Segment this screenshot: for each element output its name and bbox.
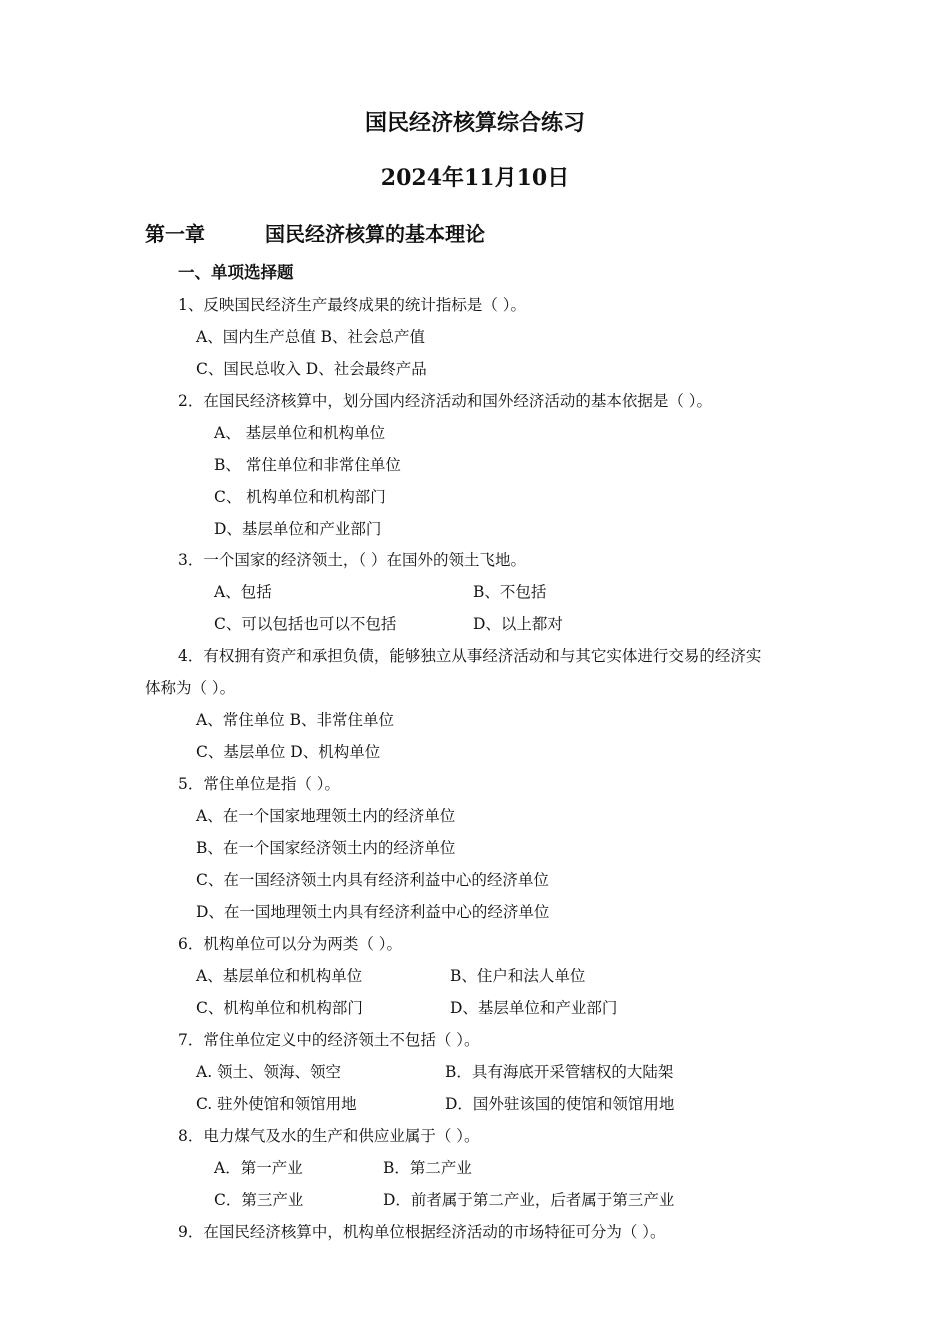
question-2-option-d: D、基层单位和产业部门 (214, 520, 382, 538)
question-3-stem: 3．一个国家的经济领土，（ ）在国外的领土飞地。 (178, 551, 527, 569)
question-5-option-b: B、在一个国家经济领土内的经济单位 (196, 839, 456, 857)
question-8-option-a: A．第一产业 (214, 1159, 303, 1177)
question-1-options-ab: A、国内生产总值 B、社会总产值 (196, 328, 426, 346)
question-4-options-ab: A、常住单位 B、非常住单位 (196, 711, 395, 729)
chapter-title: 国民经济核算的基本理论 (265, 222, 485, 246)
question-9-stem: 9．在国民经济核算中，机构单位根据经济活动的市场特征可分为（ ）。 (178, 1223, 666, 1241)
question-2-option-a: A、 基层单位和机构单位 (214, 424, 386, 442)
question-8-option-b: B．第二产业 (383, 1159, 472, 1177)
question-3-option-a: A、包括 (214, 583, 272, 601)
question-8-option-d: D．前者属于第二产业，后者属于第三产业 (383, 1191, 675, 1209)
question-6-option-b: B、住户和法人单位 (450, 967, 586, 985)
question-4-stem-line-1: 4．有权拥有资产和承担负债，能够独立从事经济活动和与其它实体进行交易的经济实 (178, 647, 762, 665)
question-6-stem: 6．机构单位可以分为两类（ ）。 (178, 935, 403, 953)
question-4-stem-line-2: 体称为（ ）。 (145, 679, 236, 697)
question-5-option-a: A、在一个国家地理领土内的经济单位 (196, 807, 456, 825)
question-1-stem: 1、反映国民经济生产最终成果的统计指标是（ ）。 (178, 296, 527, 314)
question-2-option-b: B、 常住单位和非常住单位 (214, 456, 401, 474)
question-2-stem: 2．在国民经济核算中，划分国内经济活动和国外经济活动的基本依据是（ ）。 (178, 392, 713, 410)
document-title: 国民经济核算综合练习 (364, 110, 585, 136)
question-5-stem: 5．常住单位是指（ ）。 (178, 775, 341, 793)
question-7-option-d: D．国外驻该国的使馆和领馆用地 (445, 1095, 675, 1113)
question-3-option-d: D、以上都对 (473, 615, 563, 633)
question-7-option-b: B．具有海底开采管辖权的大陆架 (445, 1063, 674, 1081)
question-1-options-cd: C、国民总收入 D、社会最终产品 (196, 360, 427, 378)
question-5-option-c: C、在一国经济领土内具有经济利益中心的经济单位 (196, 871, 549, 889)
chapter-number: 第一章 (145, 222, 205, 246)
question-2-option-c: C、 机构单位和机构部门 (214, 488, 386, 506)
question-6-option-c: C、机构单位和机构部门 (196, 999, 363, 1017)
question-7-stem: 7．常住单位定义中的经济领土不包括（ ）。 (178, 1031, 480, 1049)
question-3-option-c: C、可以包括也可以不包括 (214, 615, 397, 633)
question-7-option-c: C. 驻外使馆和领馆用地 (196, 1095, 357, 1113)
question-4-options-cd: C、基层单位 D、机构单位 (196, 743, 381, 761)
question-8-option-c: C．第三产业 (214, 1191, 304, 1209)
question-3-option-b: B、不包括 (473, 583, 547, 601)
section-heading: 一、单项选择题 (178, 263, 294, 282)
question-5-option-d: D、在一国地理领土内具有经济利益中心的经济单位 (196, 903, 550, 921)
document-date: 2024年11月10日 (380, 165, 570, 191)
question-8-stem: 8．电力煤气及水的生产和供应业属于（ ）。 (178, 1127, 480, 1145)
question-6-option-a: A、基层单位和机构单位 (196, 967, 363, 985)
question-6-option-d: D、基层单位和产业部门 (450, 999, 618, 1017)
question-7-option-a: A. 领土、领海、领空 (196, 1063, 342, 1081)
